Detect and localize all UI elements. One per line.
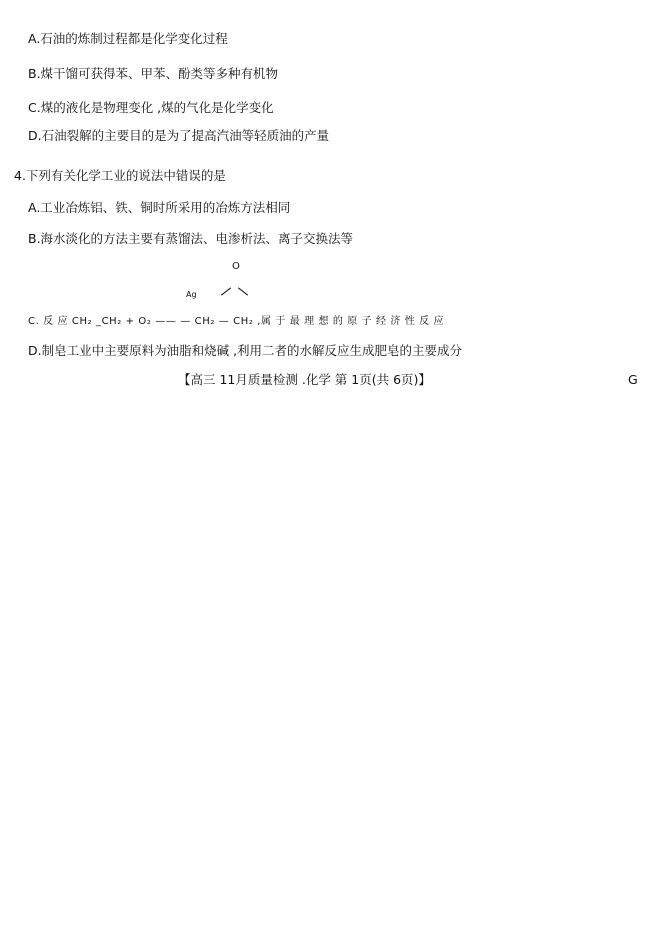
q4-option-d: D.制皂工业中主要原料为油脂和烧碱 ,利用二者的水解反应生成肥皂的主要成分 <box>28 343 463 358</box>
q3-option-a: A.石油的炼制过程都是化学变化过程 <box>28 31 228 46</box>
catalyst-label: Ag <box>186 290 197 299</box>
q4-option-c-equation: C. 反 应 CH₂ _CH₂ + O₂ —— — CH₂ — CH₂ ,属 于 最 理 想 的 原 子 经 济 性 反 应 <box>28 316 445 327</box>
q3-option-d: D.石油裂解的主要目的是为了提高汽油等轻质油的产量 <box>28 128 330 143</box>
footer-code: G <box>628 372 638 387</box>
epoxide-right-bond <box>238 287 248 295</box>
q4-option-b: B.海水淡化的方法主要有蒸馏法、电渗析法、离子交换法等 <box>28 231 354 246</box>
q3-option-b: B.煤干馏可获得苯、甲苯、酚类等多种有机物 <box>28 66 279 81</box>
q3-option-c: C.煤的液化是物理变化 ,煤的气化是化学变化 <box>28 100 274 115</box>
q4-stem: 4.下列有关化学工业的说法中错误的是 <box>14 168 226 183</box>
epoxide-oxygen: O <box>232 261 240 272</box>
epoxide-left-bond <box>221 287 231 295</box>
q4-option-a: A.工业冶炼铝、铁、铜时所采用的冶炼方法相同 <box>28 200 291 215</box>
footer-page-info: 【高三 11月质量检测 .化学 第 1页(共 6页)】 <box>178 372 431 387</box>
